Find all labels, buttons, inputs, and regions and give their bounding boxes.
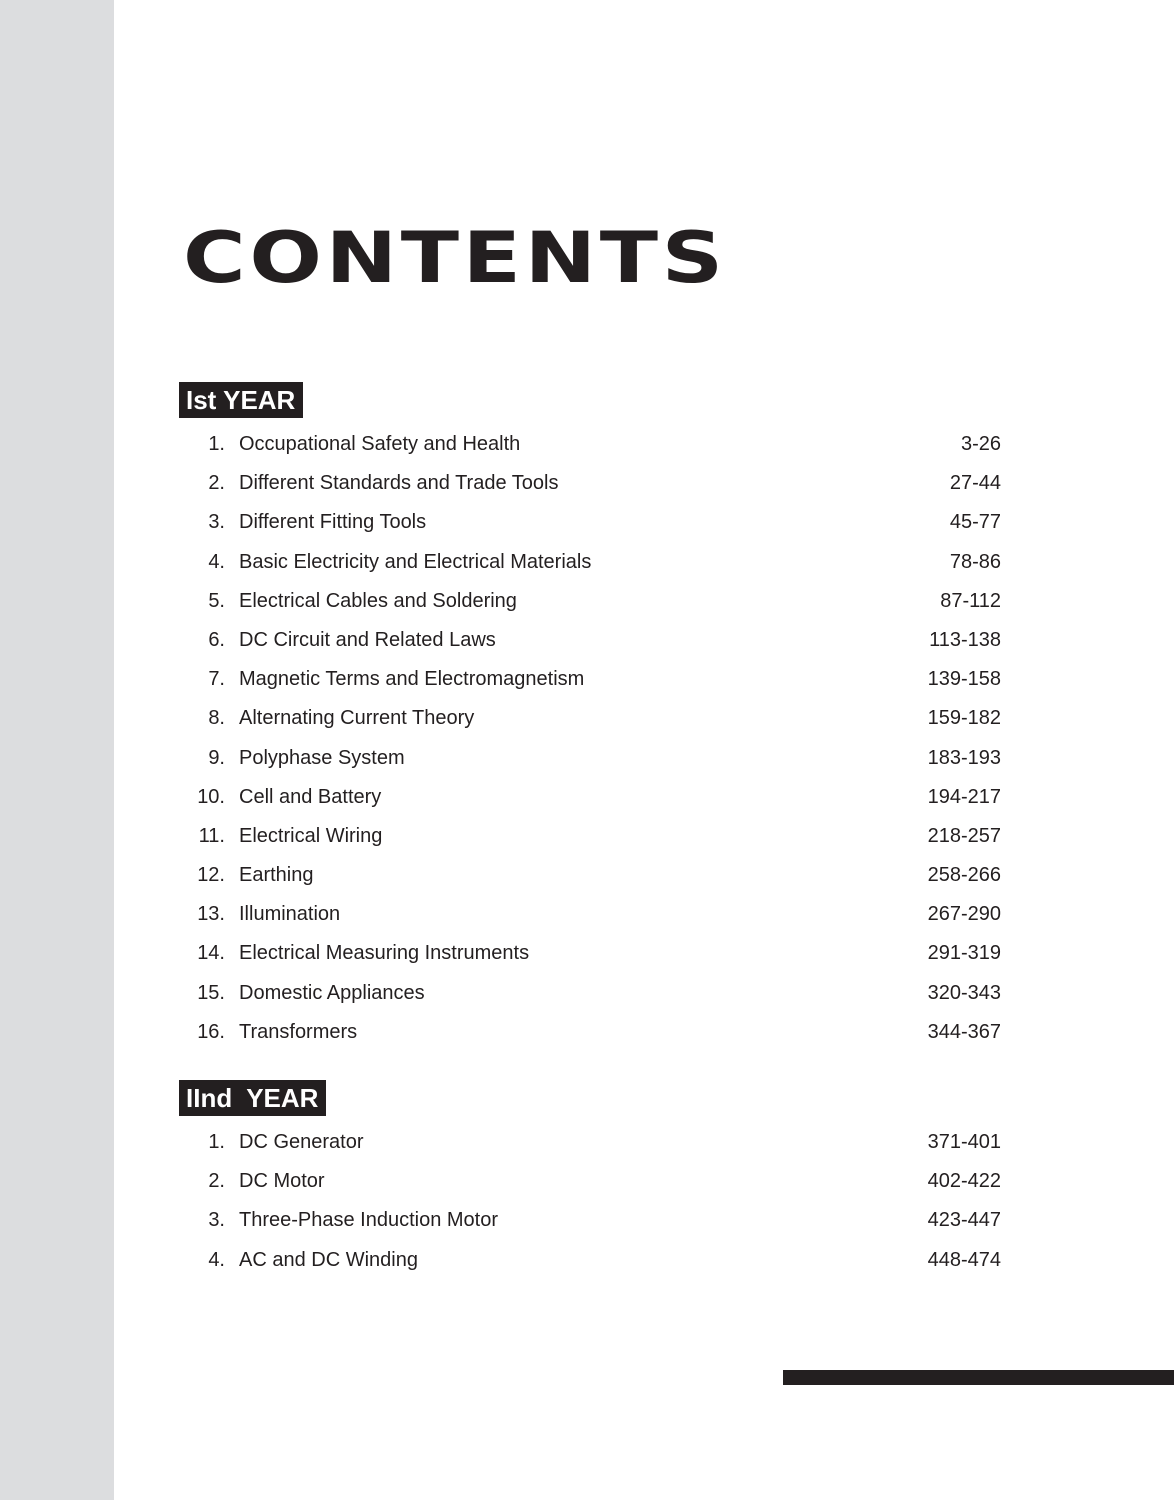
toc-entry-number: 8. [208, 707, 225, 730]
toc-entry [179, 974, 1001, 1013]
toc-entry-title: AC and DC Winding [239, 1248, 418, 1271]
toc-entry-title: Polyphase System [239, 746, 405, 769]
toc-entry-number: 2. [208, 472, 225, 495]
toc-entry-title: Electrical Wiring [239, 824, 383, 847]
toc-entry [179, 739, 1001, 778]
toc-entry-number: 4. [208, 1248, 225, 1271]
toc-entry [179, 503, 1001, 542]
toc-entry-number: 3. [208, 511, 225, 534]
toc-entry-title: Magnetic Terms and Electromagnetism [239, 668, 585, 691]
toc-entry-pages: 267-290 [927, 903, 1001, 926]
toc-list-first-year [179, 425, 1001, 1052]
toc-entry [179, 582, 1001, 621]
toc-entry-pages: 78-86 [949, 550, 1001, 573]
toc-entry [179, 1201, 1001, 1240]
toc-entry-number: 7. [208, 668, 225, 691]
toc-entry-pages: 320-343 [927, 981, 1001, 1004]
toc-entry [179, 1123, 1001, 1162]
toc-entry-title: DC Motor [239, 1170, 325, 1193]
toc-entry-pages: 159-182 [927, 707, 1001, 730]
toc-entry-number: 4. [208, 550, 225, 573]
toc-entry-number: 1. [208, 433, 225, 455]
toc-entry [179, 425, 1001, 464]
page-title: CONTENTS [183, 217, 727, 299]
toc-entry [179, 660, 1001, 699]
toc-entry-title: Basic Electricity and Electrical Materials [239, 550, 592, 573]
toc-entry [179, 464, 1001, 503]
toc-entry-number: 15. [197, 981, 225, 1004]
toc-entry-number: 12. [197, 864, 225, 887]
toc-entry [179, 934, 1001, 973]
toc-list-second-year [179, 1123, 1001, 1280]
toc-entry-number: 13. [197, 903, 225, 926]
toc-entry-pages: 218-257 [927, 824, 1001, 847]
toc-entry-title: Three-Phase Induction Motor [239, 1209, 499, 1232]
toc-entry-title: Illumination [239, 903, 341, 926]
toc-entry-number: 1. [208, 1131, 225, 1153]
toc-entry-number: 10. [197, 785, 225, 808]
toc-entry-pages: 258-266 [927, 864, 1001, 887]
toc-entry-pages: 113-138 [929, 628, 1001, 651]
toc-entry-pages: 3-26 [960, 433, 1001, 455]
toc-entry [179, 699, 1001, 738]
toc-entry [179, 1013, 1001, 1052]
toc-entry-title: Electrical Measuring Instruments [239, 942, 530, 965]
toc-entry-number: 11. [198, 824, 225, 847]
toc-entry-title: DC Circuit and Related Laws [239, 628, 496, 651]
toc-entry-number: 5. [208, 589, 225, 612]
decorative-bottom-bar [783, 1370, 1174, 1385]
section-heading-second-year: IInd YEAR [179, 1080, 326, 1116]
toc-entry-title: Occupational Safety and Health [239, 433, 521, 455]
toc-entry-pages: 291-319 [927, 942, 1001, 965]
toc-entry-title: DC Generator [239, 1131, 364, 1153]
toc-entry-number: 9. [208, 746, 225, 769]
toc-entry-title: Domestic Appliances [239, 981, 425, 1004]
toc-entry-pages: 371-401 [927, 1131, 1001, 1153]
toc-entry-number: 14. [197, 942, 225, 965]
toc-entry-pages: 194-217 [927, 785, 1001, 808]
toc-entry-pages: 448-474 [927, 1248, 1001, 1271]
toc-entry-title: Different Fitting Tools [239, 511, 427, 534]
toc-entry-pages: 87-112 [940, 589, 1001, 612]
toc-entry-title: Electrical Cables and Soldering [239, 589, 517, 612]
toc-entry [179, 817, 1001, 856]
toc-entry-title: Cell and Battery [239, 785, 382, 808]
left-margin-strip [0, 0, 114, 1500]
section-heading-first-year: Ist YEAR [179, 382, 303, 418]
toc-entry [179, 895, 1001, 934]
toc-entry-pages: 402-422 [927, 1170, 1001, 1193]
toc-entry [179, 856, 1001, 895]
toc-entry-title: Alternating Current Theory [239, 707, 475, 730]
toc-entry [179, 621, 1001, 660]
toc-entry-number: 6. [208, 628, 225, 651]
toc-entry-pages: 423-447 [927, 1209, 1001, 1232]
toc-entry [179, 778, 1001, 817]
toc-entry-title: Transformers [239, 1020, 358, 1043]
toc-entry [179, 1162, 1001, 1201]
toc-entry-number: 3. [208, 1209, 225, 1232]
toc-entry [179, 543, 1001, 582]
toc-entry-number: 2. [208, 1170, 225, 1193]
toc-entry-pages: 139-158 [927, 668, 1001, 691]
toc-entry-number: 16. [197, 1020, 225, 1043]
toc-entry-title: Different Standards and Trade Tools [239, 472, 559, 495]
toc-entry-pages: 27-44 [949, 472, 1001, 495]
toc-entry-pages: 183-193 [927, 746, 1001, 769]
toc-entry-title: Earthing [239, 864, 314, 887]
toc-entry-pages: 45-77 [949, 511, 1001, 534]
toc-entry-pages: 344-367 [927, 1020, 1001, 1043]
toc-entry [179, 1241, 1001, 1280]
